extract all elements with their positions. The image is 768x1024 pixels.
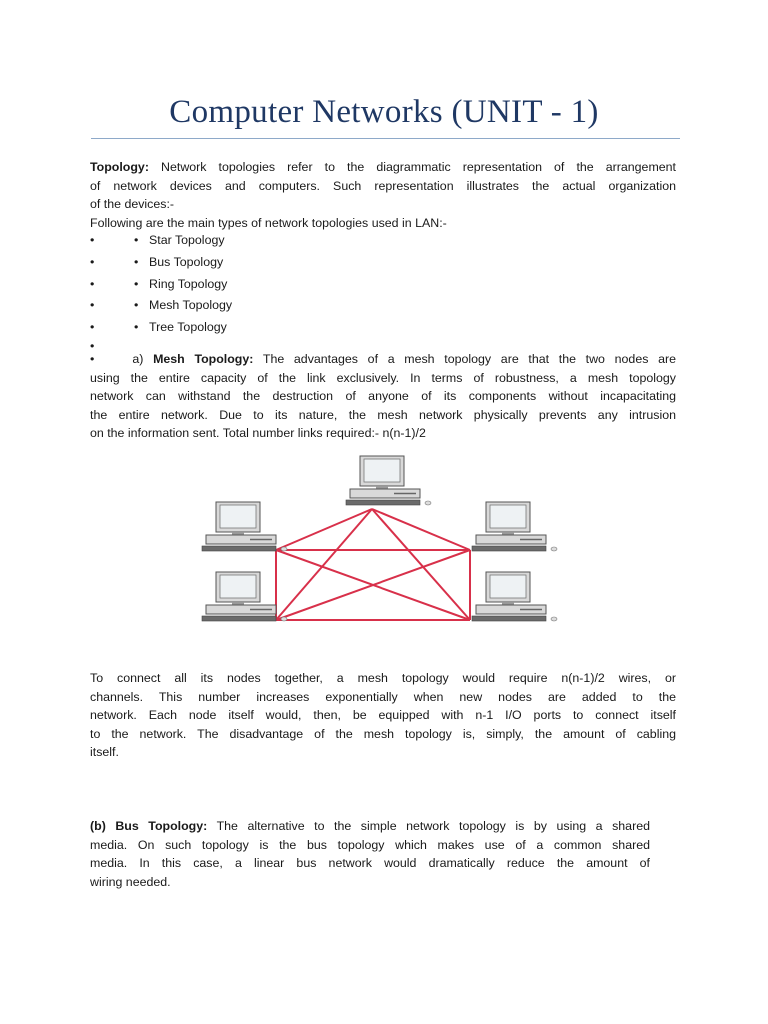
- bullet-marker: •: [90, 254, 95, 269]
- topology-intro-line-2: of network devices and computers. Such representation illustrates the actual organization: [90, 178, 676, 193]
- bullet-marker: •: [90, 352, 95, 366]
- computer-icon: [346, 456, 431, 505]
- topology-term: Topology:: [90, 160, 149, 174]
- mesh-line-5: on the information sent. Total number links required:- n(n-1)/2: [90, 426, 426, 441]
- document-title: Computer Networks (UNIT - 1): [169, 94, 599, 130]
- mesh-line-4: the entire network. Due to its nature, the mesh network physically prevents any intrusion: [90, 407, 676, 422]
- mesh-followup-paragraph: [90, 669, 676, 762]
- mesh-link: [276, 509, 372, 550]
- mesh-links: [276, 509, 470, 620]
- bus-line-3: media. In this case, a linear bus network would dramatically reduce the amount of: [90, 856, 650, 871]
- list-item: [90, 230, 676, 252]
- bullet-marker: •: [90, 276, 95, 291]
- topology-intro-line-4: Following are the main types of network topologies used in LAN:-: [90, 215, 447, 230]
- bullet-marker: •: [134, 298, 139, 313]
- bullet-marker: •: [90, 298, 95, 313]
- followup-line-4: to the network. The disadvantage of the mesh topology is, simply, the amount of cabling: [90, 726, 676, 741]
- bus-line-4: wiring needed.: [90, 874, 171, 889]
- topology-intro-line-1: Topology: Network topologies refer to the diagrammatic representation of the arrangement: [90, 160, 676, 174]
- mesh-line-3: network can withstand the destruction of anyone of its components without incapacitating: [90, 389, 676, 404]
- bus-topology-section: [90, 817, 650, 891]
- list-item-label: Star Topology: [149, 233, 225, 247]
- list-item: [90, 295, 676, 317]
- list-item: [90, 252, 676, 274]
- topology-intro: [90, 158, 676, 232]
- list-item-label: Bus Topology: [149, 254, 224, 269]
- mesh-topology-diagram: [196, 454, 570, 634]
- bullet-marker: •: [134, 233, 139, 247]
- followup-line-1: To connect all its nodes together, a mesh topology would require n(n-1)/2 wires, or: [90, 671, 676, 685]
- title-underline: [91, 138, 680, 139]
- mesh-topology-section: [90, 350, 676, 443]
- computer-icon: [472, 502, 557, 551]
- bullet-marker: •: [134, 276, 139, 291]
- list-item-label: Ring Topology: [149, 276, 228, 291]
- list-item: [90, 274, 676, 296]
- computer-icon: [472, 572, 557, 621]
- topology-intro-line-3: of the devices:-: [90, 197, 175, 212]
- bullet-marker: •: [90, 338, 95, 353]
- bus-line-1: (b) Bus Topology: The alternative to the simple network topology is by using a shared: [90, 819, 650, 833]
- topology-list: [90, 230, 676, 353]
- bus-line-2: media. On such topology is the bus topology which makes use of a common shared: [90, 837, 650, 852]
- followup-line-3: network. Each node itself would, then, be equipped with n-1 I/O ports to connect itself: [90, 708, 676, 723]
- network-nodes: [202, 456, 557, 621]
- mesh-line-1: • a) Mesh Topology: The advantages of a mesh topology are that the two nodes are: [90, 352, 676, 366]
- bullet-marker: •: [134, 320, 139, 335]
- followup-line-2: channels. This number increases exponentially when new nodes are added to the: [90, 689, 676, 704]
- mesh-line-2: using the entire capacity of the link exclusively. In terms of robustness, a mesh topology: [90, 370, 676, 385]
- list-item-label: Mesh Topology: [149, 298, 233, 313]
- bullet-marker: •: [90, 233, 95, 247]
- computer-icon: [202, 572, 287, 621]
- mesh-link: [372, 509, 470, 550]
- list-item: [90, 317, 676, 339]
- mesh-topology-term: Mesh Topology:: [153, 352, 254, 366]
- computer-icon: [202, 502, 287, 551]
- bullet-marker: •: [90, 320, 95, 335]
- bus-topology-term: (b) Bus Topology:: [90, 819, 208, 833]
- list-item-label: Tree Topology: [149, 320, 227, 335]
- followup-line-5: itself.: [90, 745, 119, 760]
- bullet-marker: •: [134, 254, 139, 269]
